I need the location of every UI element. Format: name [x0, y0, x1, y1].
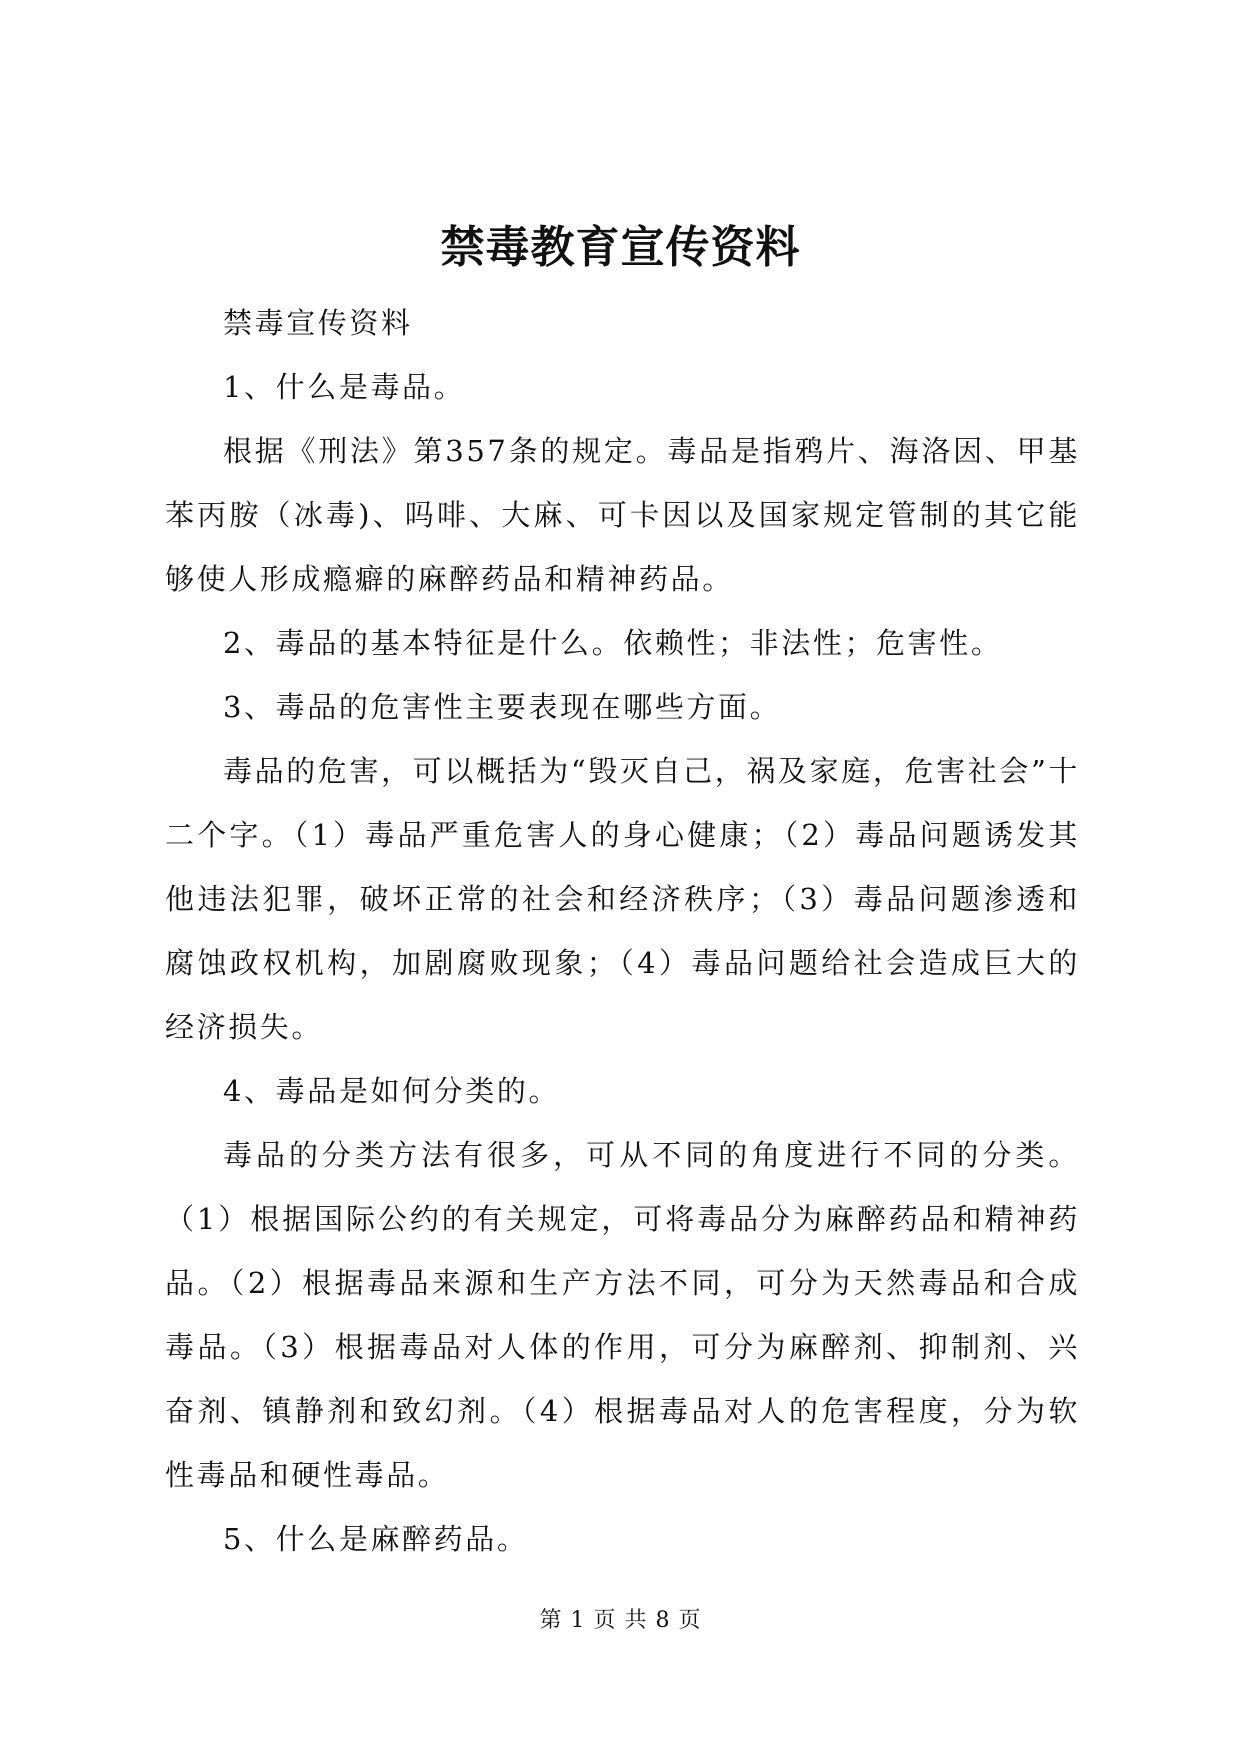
- paragraph-question-2: 2、毒品的基本特征是什么。依赖性；非法性；危害性。: [223, 626, 1003, 660]
- document-body: [165, 291, 1080, 1571]
- paragraph-answer-1: 根据《刑法》第357条的规定。毒品是指鸦片、海洛因、甲基苯丙胺（冰毒)、吗啡、大麻、可卡因以及国家规定管制的其它能够使人形成瘾癖的麻醉药品和精神药品。: [165, 434, 1080, 596]
- paragraph-answer-4: 毒品的分类方法有很多，可从不同的角度进行不同的分类。（1）根据国际公约的有关规定，可将毒品分为麻醉药品和精神药品。（2）根据毒品来源和生产方法不同，可分为天然毒品和合成毒品。（3）根据毒品对人体的作用，可分为麻醉剂、抑制剂、兴奋剂、镇静剂和致幻剂。（4）根据毒品对人的危害程度，分为软性毒品和硬性毒品。: [165, 1138, 1080, 1492]
- document-title: 禁毒教育宣传资料: [440, 222, 801, 273]
- paragraph-question-1: 1、什么是毒品。: [223, 370, 466, 404]
- paragraph-question-3: 3、毒品的危害性主要表现在哪些方面。: [223, 690, 782, 724]
- paragraph-answer-3: 毒品的危害，可以概括为“毁灭自己，祸及家庭，危害社会”十二个字。（1）毒品严重危害人的身心健康；（2）毒品问题诱发其他违法犯罪，破坏正常的社会和经济秩序；（3）毒品问题渗透和腐蚀政权机构，加剧腐败现象；（4）毒品问题给社会造成巨大的经济损失。: [165, 754, 1080, 1044]
- paragraph-question-5: 5、什么是麻醉药品。: [223, 1522, 529, 1556]
- page-footer: 第 1 页 共 8 页: [539, 1608, 702, 1633]
- paragraph-question-4: 4、毒品是如何分类的。: [223, 1074, 561, 1108]
- paragraph-subtitle: 禁毒宣传资料: [223, 306, 413, 340]
